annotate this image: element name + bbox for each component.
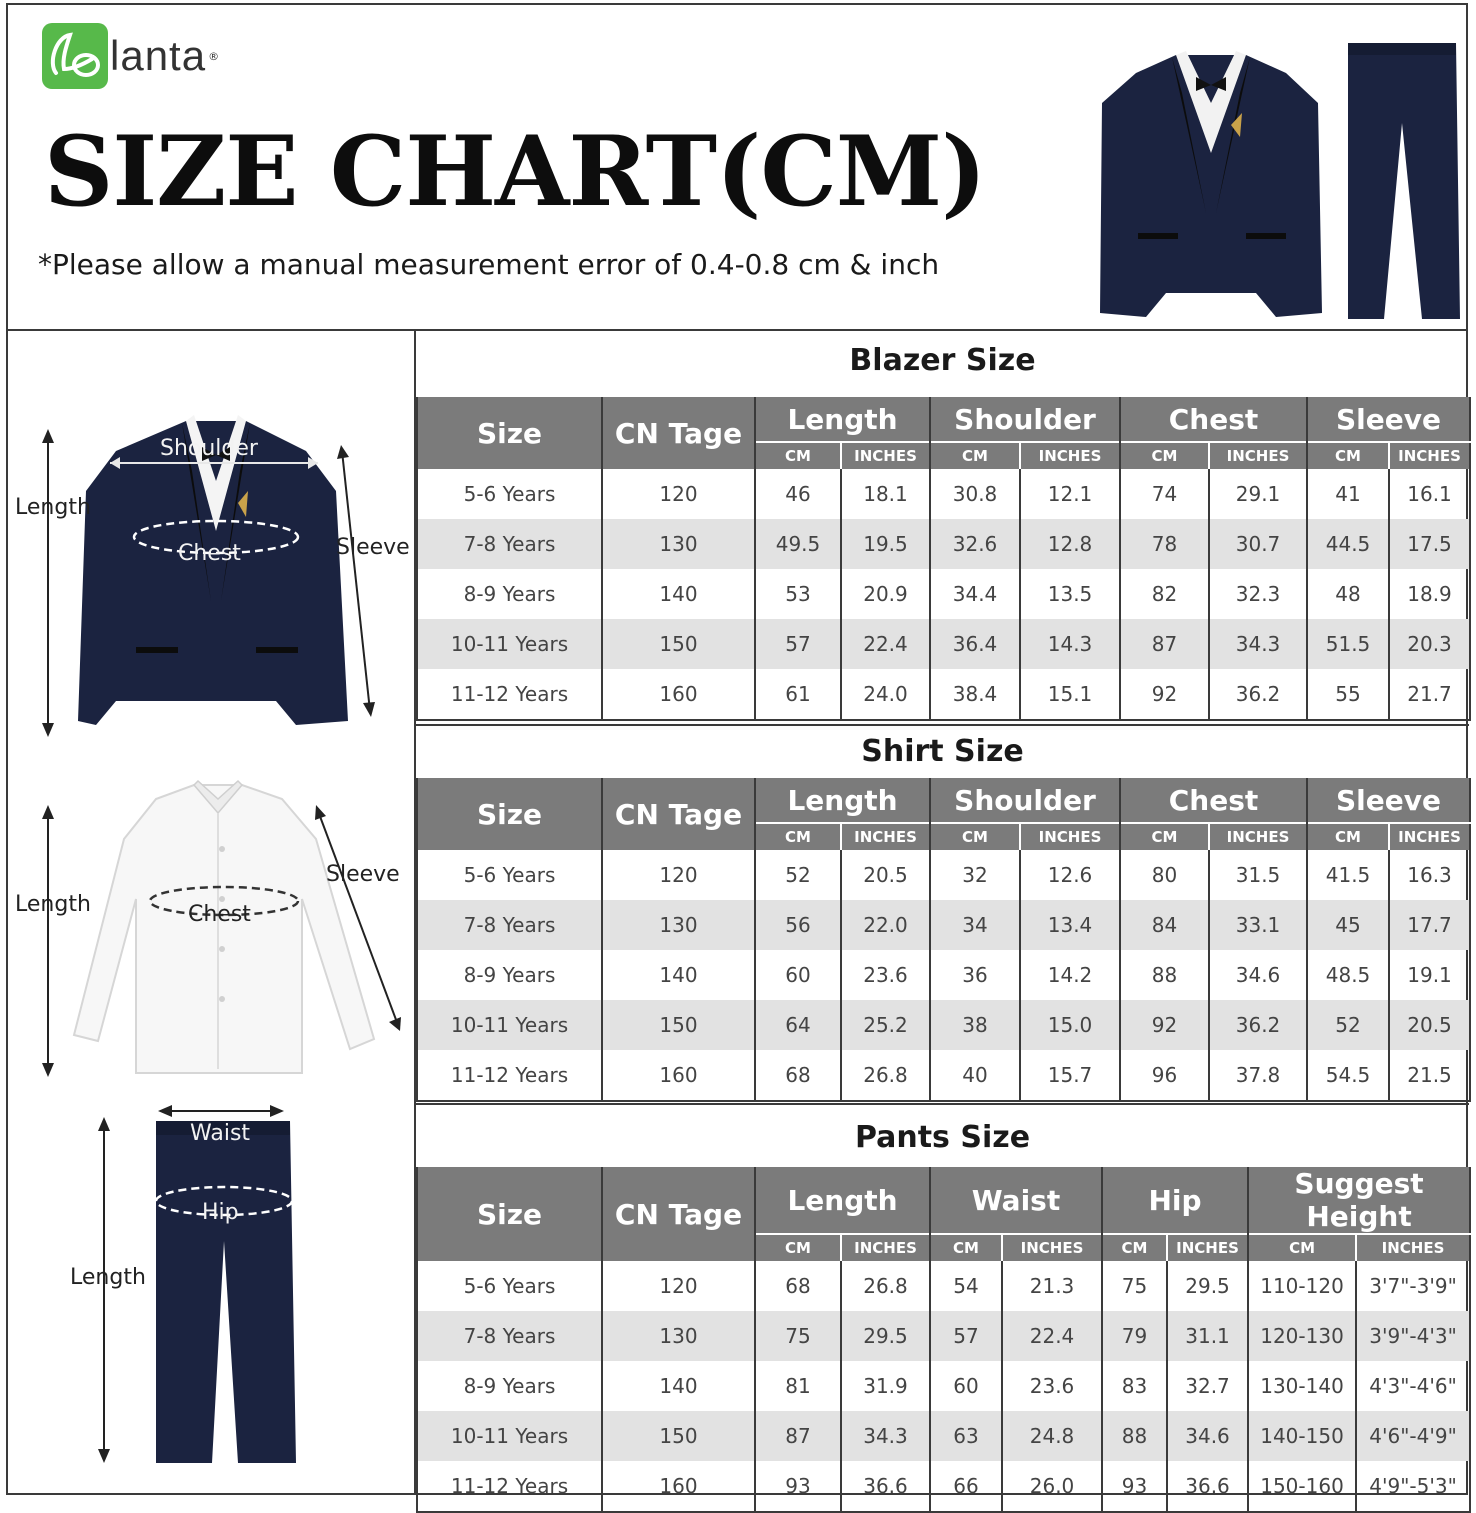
table-cell: 52 bbox=[1307, 1000, 1389, 1050]
table-cell: 29.1 bbox=[1209, 469, 1307, 519]
table-cell: 36.6 bbox=[841, 1461, 930, 1512]
header-chest: Chest bbox=[1120, 397, 1307, 442]
table-cell: 34.6 bbox=[1209, 950, 1307, 1000]
header-cn-tage: CN Tage bbox=[602, 1167, 755, 1261]
table-cell: 83 bbox=[1102, 1361, 1167, 1411]
measurement-note: *Please allow a manual measurement error of 0.4-0.8 cm & inch bbox=[38, 248, 940, 281]
blazer-size-table bbox=[416, 397, 1471, 721]
blazer-size-section bbox=[416, 331, 1469, 721]
table-cell: 81 bbox=[755, 1361, 841, 1411]
table-cell: 37.8 bbox=[1209, 1050, 1307, 1101]
table-cell: 29.5 bbox=[841, 1311, 930, 1361]
table-cell: 38 bbox=[930, 1000, 1020, 1050]
unit-inches: INCHES bbox=[1002, 1234, 1102, 1261]
header-length: Length bbox=[755, 397, 930, 442]
blazer-chest-label: Chest bbox=[178, 541, 241, 566]
header-suggest-height: Suggest Height bbox=[1248, 1167, 1470, 1234]
shirt-length-label: Length bbox=[15, 892, 91, 917]
table-cell: 31.5 bbox=[1209, 850, 1307, 900]
blazer-table-body bbox=[417, 469, 1470, 720]
unit-cm: CM bbox=[1102, 1234, 1167, 1261]
table-cell: 160 bbox=[602, 669, 755, 720]
table-cell: 56 bbox=[755, 900, 841, 950]
table-cell: 120 bbox=[602, 1261, 755, 1311]
page-title: SIZE CHART(CM) bbox=[44, 115, 986, 228]
table-cell: 52 bbox=[755, 850, 841, 900]
table-cell: 20.3 bbox=[1389, 619, 1470, 669]
table-cell: 13.4 bbox=[1020, 900, 1120, 950]
header-length: Length bbox=[755, 778, 930, 823]
table-cell: 20.9 bbox=[841, 569, 930, 619]
table-cell: 88 bbox=[1102, 1411, 1167, 1461]
table-cell: 22.4 bbox=[841, 619, 930, 669]
table-cell: 26.0 bbox=[1002, 1461, 1102, 1512]
table-row bbox=[417, 569, 1470, 619]
table-cell: 23.6 bbox=[841, 950, 930, 1000]
table-row bbox=[417, 1050, 1470, 1101]
table-cell: 5-6 Years bbox=[417, 469, 602, 519]
table-cell: 32.3 bbox=[1209, 569, 1307, 619]
shirt-table-body bbox=[417, 850, 1470, 1101]
table-cell: 11-12 Years bbox=[417, 1461, 602, 1512]
table-cell: 48.5 bbox=[1307, 950, 1389, 1000]
table-cell: 130 bbox=[602, 900, 755, 950]
table-cell: 31.9 bbox=[841, 1361, 930, 1411]
table-row bbox=[417, 950, 1470, 1000]
unit-inches: INCHES bbox=[1389, 823, 1470, 850]
table-cell: 130 bbox=[602, 1311, 755, 1361]
table-cell: 34.6 bbox=[1167, 1411, 1248, 1461]
table-cell: 22.4 bbox=[1002, 1311, 1102, 1361]
table-cell: 40 bbox=[930, 1050, 1020, 1101]
table-cell: 15.0 bbox=[1020, 1000, 1120, 1050]
table-cell: 160 bbox=[602, 1461, 755, 1512]
table-cell: 14.2 bbox=[1020, 950, 1120, 1000]
pants-waist-label: Waist bbox=[190, 1121, 251, 1146]
blazer-shoulder-label: Shoulder bbox=[160, 436, 258, 461]
table-cell: 18.1 bbox=[841, 469, 930, 519]
header-size: Size bbox=[417, 778, 602, 850]
table-cell: 93 bbox=[1102, 1461, 1167, 1512]
table-cell: 87 bbox=[755, 1411, 841, 1461]
table-cell: 140 bbox=[602, 569, 755, 619]
table-cell: 26.8 bbox=[841, 1050, 930, 1101]
header-size: Size bbox=[417, 397, 602, 469]
table-cell: 140-150 bbox=[1248, 1411, 1356, 1461]
table-cell: 21.7 bbox=[1389, 669, 1470, 720]
unit-inches: INCHES bbox=[841, 442, 930, 469]
table-cell: 34.3 bbox=[1209, 619, 1307, 669]
table-cell: 96 bbox=[1120, 1050, 1209, 1101]
table-cell: 75 bbox=[1102, 1261, 1167, 1311]
header-sleeve: Sleeve bbox=[1307, 397, 1470, 442]
unit-cm: CM bbox=[1120, 442, 1209, 469]
table-cell: 14.3 bbox=[1020, 619, 1120, 669]
pants-length-label: Length bbox=[70, 1265, 146, 1290]
table-row bbox=[417, 1461, 1470, 1512]
table-cell: 4'3"-4'6" bbox=[1356, 1361, 1470, 1411]
table-cell: 88 bbox=[1120, 950, 1209, 1000]
table-cell: 54.5 bbox=[1307, 1050, 1389, 1101]
table-row bbox=[417, 619, 1470, 669]
table-cell: 30.8 bbox=[930, 469, 1020, 519]
table-cell: 20.5 bbox=[1389, 1000, 1470, 1050]
table-cell: 87 bbox=[1120, 619, 1209, 669]
table-row bbox=[417, 900, 1470, 950]
table-cell: 120 bbox=[602, 850, 755, 900]
table-cell: 21.3 bbox=[1002, 1261, 1102, 1311]
table-cell: 30.7 bbox=[1209, 519, 1307, 569]
table-cell: 12.8 bbox=[1020, 519, 1120, 569]
table-cell: 150 bbox=[602, 1000, 755, 1050]
table-cell: 48 bbox=[1307, 569, 1389, 619]
header-cn-tage: CN Tage bbox=[602, 778, 755, 850]
unit-cm: CM bbox=[930, 1234, 1002, 1261]
table-cell: 8-9 Years bbox=[417, 950, 602, 1000]
unit-cm: CM bbox=[1248, 1234, 1356, 1261]
table-cell: 92 bbox=[1120, 1000, 1209, 1050]
table-cell: 75 bbox=[755, 1311, 841, 1361]
unit-cm: CM bbox=[930, 442, 1020, 469]
unit-inches: INCHES bbox=[1020, 823, 1120, 850]
table-cell: 79 bbox=[1102, 1311, 1167, 1361]
table-cell: 54 bbox=[930, 1261, 1002, 1311]
table-cell: 38.4 bbox=[930, 669, 1020, 720]
table-cell: 51.5 bbox=[1307, 619, 1389, 669]
unit-inches: INCHES bbox=[1020, 442, 1120, 469]
table-cell: 3'7"-3'9" bbox=[1356, 1261, 1470, 1311]
blazer-length-label: Length bbox=[15, 495, 91, 520]
table-cell: 10-11 Years bbox=[417, 619, 602, 669]
table-cell: 57 bbox=[755, 619, 841, 669]
table-cell: 93 bbox=[755, 1461, 841, 1512]
table-cell: 12.6 bbox=[1020, 850, 1120, 900]
pants-size-section bbox=[416, 1103, 1469, 1513]
shirt-size-section bbox=[416, 724, 1469, 1102]
unit-inches: INCHES bbox=[1209, 823, 1307, 850]
table-cell: 4'9"-5'3" bbox=[1356, 1461, 1470, 1512]
table-cell: 34 bbox=[930, 900, 1020, 950]
table-cell: 33.1 bbox=[1209, 900, 1307, 950]
unit-cm: CM bbox=[755, 442, 841, 469]
header-cn-tage: CN Tage bbox=[602, 397, 755, 469]
header-length: Length bbox=[755, 1167, 930, 1234]
table-cell: 36.2 bbox=[1209, 1000, 1307, 1050]
table-row bbox=[417, 669, 1470, 720]
table-cell: 57 bbox=[930, 1311, 1002, 1361]
table-cell: 7-8 Years bbox=[417, 900, 602, 950]
unit-inches: INCHES bbox=[1356, 1234, 1470, 1261]
unit-inches: INCHES bbox=[1209, 442, 1307, 469]
table-cell: 120-130 bbox=[1248, 1311, 1356, 1361]
table-cell: 140 bbox=[602, 1361, 755, 1411]
unit-inches: INCHES bbox=[1167, 1234, 1248, 1261]
table-cell: 16.3 bbox=[1389, 850, 1470, 900]
blazer-sleeve-label: Sleeve bbox=[336, 535, 410, 560]
table-cell: 80 bbox=[1120, 850, 1209, 900]
unit-cm: CM bbox=[1120, 823, 1209, 850]
table-cell: 130-140 bbox=[1248, 1361, 1356, 1411]
header-shoulder: Shoulder bbox=[930, 397, 1120, 442]
table-cell: 19.1 bbox=[1389, 950, 1470, 1000]
blazer-size-title: Blazer Size bbox=[849, 343, 1036, 378]
table-cell: 34.3 bbox=[841, 1411, 930, 1461]
table-cell: 31.1 bbox=[1167, 1311, 1248, 1361]
unit-cm: CM bbox=[755, 823, 841, 850]
shirt-chest-label: Chest bbox=[188, 902, 251, 927]
table-cell: 92 bbox=[1120, 669, 1209, 720]
table-cell: 20.5 bbox=[841, 850, 930, 900]
brand-logo bbox=[42, 23, 219, 89]
table-cell: 10-11 Years bbox=[417, 1411, 602, 1461]
table-cell: 110-120 bbox=[1248, 1261, 1356, 1311]
table-cell: 12.1 bbox=[1020, 469, 1120, 519]
table-cell: 24.0 bbox=[841, 669, 930, 720]
table-cell: 46 bbox=[755, 469, 841, 519]
table-cell: 7-8 Years bbox=[417, 1311, 602, 1361]
header-hip: Hip bbox=[1102, 1167, 1248, 1234]
table-cell: 23.6 bbox=[1002, 1361, 1102, 1411]
unit-cm: CM bbox=[755, 1234, 841, 1261]
shirt-measure-illustration bbox=[6, 779, 416, 1089]
shirt-size-title: Shirt Size bbox=[416, 724, 1469, 778]
table-cell: 63 bbox=[930, 1411, 1002, 1461]
table-cell: 60 bbox=[755, 950, 841, 1000]
table-cell: 66 bbox=[930, 1461, 1002, 1512]
table-cell: 36.6 bbox=[1167, 1461, 1248, 1512]
unit-inches: INCHES bbox=[841, 823, 930, 850]
table-cell: 130 bbox=[602, 519, 755, 569]
table-cell: 5-6 Years bbox=[417, 1261, 602, 1311]
unit-cm: CM bbox=[1307, 823, 1389, 850]
table-cell: 17.7 bbox=[1389, 900, 1470, 950]
table-cell: 34.4 bbox=[930, 569, 1020, 619]
table-cell: 82 bbox=[1120, 569, 1209, 619]
table-cell: 13.5 bbox=[1020, 569, 1120, 619]
suit-product-image bbox=[1086, 33, 1466, 325]
table-row bbox=[417, 1361, 1470, 1411]
table-cell: 140 bbox=[602, 950, 755, 1000]
table-cell: 32.7 bbox=[1167, 1361, 1248, 1411]
table-cell: 3'9"-4'3" bbox=[1356, 1311, 1470, 1361]
table-cell: 41 bbox=[1307, 469, 1389, 519]
table-cell: 36 bbox=[930, 950, 1020, 1000]
table-cell: 16.1 bbox=[1389, 469, 1470, 519]
pants-hip-label: Hip bbox=[202, 1200, 239, 1225]
table-cell: 74 bbox=[1120, 469, 1209, 519]
table-cell: 11-12 Years bbox=[417, 669, 602, 720]
table-cell: 15.7 bbox=[1020, 1050, 1120, 1101]
table-row bbox=[417, 1411, 1470, 1461]
table-cell: 68 bbox=[755, 1050, 841, 1101]
table-cell: 26.8 bbox=[841, 1261, 930, 1311]
brand-name: lanta bbox=[110, 32, 207, 79]
table-cell: 60 bbox=[930, 1361, 1002, 1411]
unit-cm: CM bbox=[930, 823, 1020, 850]
table-cell: 53 bbox=[755, 569, 841, 619]
table-row bbox=[417, 519, 1470, 569]
table-cell: 24.8 bbox=[1002, 1411, 1102, 1461]
header-chest: Chest bbox=[1120, 778, 1307, 823]
table-cell: 55 bbox=[1307, 669, 1389, 720]
table-cell: 78 bbox=[1120, 519, 1209, 569]
table-cell: 160 bbox=[602, 1050, 755, 1101]
table-cell: 150 bbox=[602, 619, 755, 669]
table-cell: 41.5 bbox=[1307, 850, 1389, 900]
table-cell: 18.9 bbox=[1389, 569, 1470, 619]
table-cell: 7-8 Years bbox=[417, 519, 602, 569]
table-row bbox=[417, 1311, 1470, 1361]
header-sleeve: Sleeve bbox=[1307, 778, 1470, 823]
table-cell: 32 bbox=[930, 850, 1020, 900]
table-cell: 19.5 bbox=[841, 519, 930, 569]
table-cell: 22.0 bbox=[841, 900, 930, 950]
header-shoulder: Shoulder bbox=[930, 778, 1120, 823]
table-cell: 21.5 bbox=[1389, 1050, 1470, 1101]
shirt-sleeve-label: Sleeve bbox=[326, 862, 400, 887]
table-cell: 36.2 bbox=[1209, 669, 1307, 720]
table-cell: 8-9 Years bbox=[417, 569, 602, 619]
table-row bbox=[417, 1000, 1470, 1050]
pants-size-title: Pants Size bbox=[416, 1103, 1469, 1167]
table-cell: 49.5 bbox=[755, 519, 841, 569]
unit-inches: INCHES bbox=[1389, 442, 1470, 469]
table-cell: 5-6 Years bbox=[417, 850, 602, 900]
table-cell: 10-11 Years bbox=[417, 1000, 602, 1050]
table-row bbox=[417, 469, 1470, 519]
measurement-guide-panel bbox=[6, 331, 416, 1495]
table-cell: 36.4 bbox=[930, 619, 1020, 669]
table-cell: 8-9 Years bbox=[417, 1361, 602, 1411]
pants-size-table bbox=[416, 1167, 1471, 1513]
table-cell: 32.6 bbox=[930, 519, 1020, 569]
unit-inches: INCHES bbox=[841, 1234, 930, 1261]
unit-cm: CM bbox=[1307, 442, 1389, 469]
table-cell: 150 bbox=[602, 1411, 755, 1461]
table-cell: 45 bbox=[1307, 900, 1389, 950]
table-cell: 64 bbox=[755, 1000, 841, 1050]
table-cell: 17.5 bbox=[1389, 519, 1470, 569]
table-cell: 68 bbox=[755, 1261, 841, 1311]
registered-mark: ® bbox=[208, 49, 220, 63]
table-cell: 84 bbox=[1120, 900, 1209, 950]
table-cell: 29.5 bbox=[1167, 1261, 1248, 1311]
table-cell: 4'6"-4'9" bbox=[1356, 1411, 1470, 1461]
table-cell: 11-12 Years bbox=[417, 1050, 602, 1101]
table-cell: 25.2 bbox=[841, 1000, 930, 1050]
pants-table-body bbox=[417, 1261, 1470, 1512]
header-banner bbox=[6, 3, 1468, 331]
table-row bbox=[417, 850, 1470, 900]
pants-measure-illustration bbox=[6, 1101, 416, 1471]
brand-logo-mark bbox=[42, 23, 108, 89]
table-cell: 61 bbox=[755, 669, 841, 720]
shirt-size-table bbox=[416, 778, 1471, 1102]
table-cell: 120 bbox=[602, 469, 755, 519]
table-cell: 44.5 bbox=[1307, 519, 1389, 569]
table-row bbox=[417, 1261, 1470, 1311]
header-size: Size bbox=[417, 1167, 602, 1261]
table-cell: 150-160 bbox=[1248, 1461, 1356, 1512]
table-cell: 15.1 bbox=[1020, 669, 1120, 720]
header-waist: Waist bbox=[930, 1167, 1102, 1234]
